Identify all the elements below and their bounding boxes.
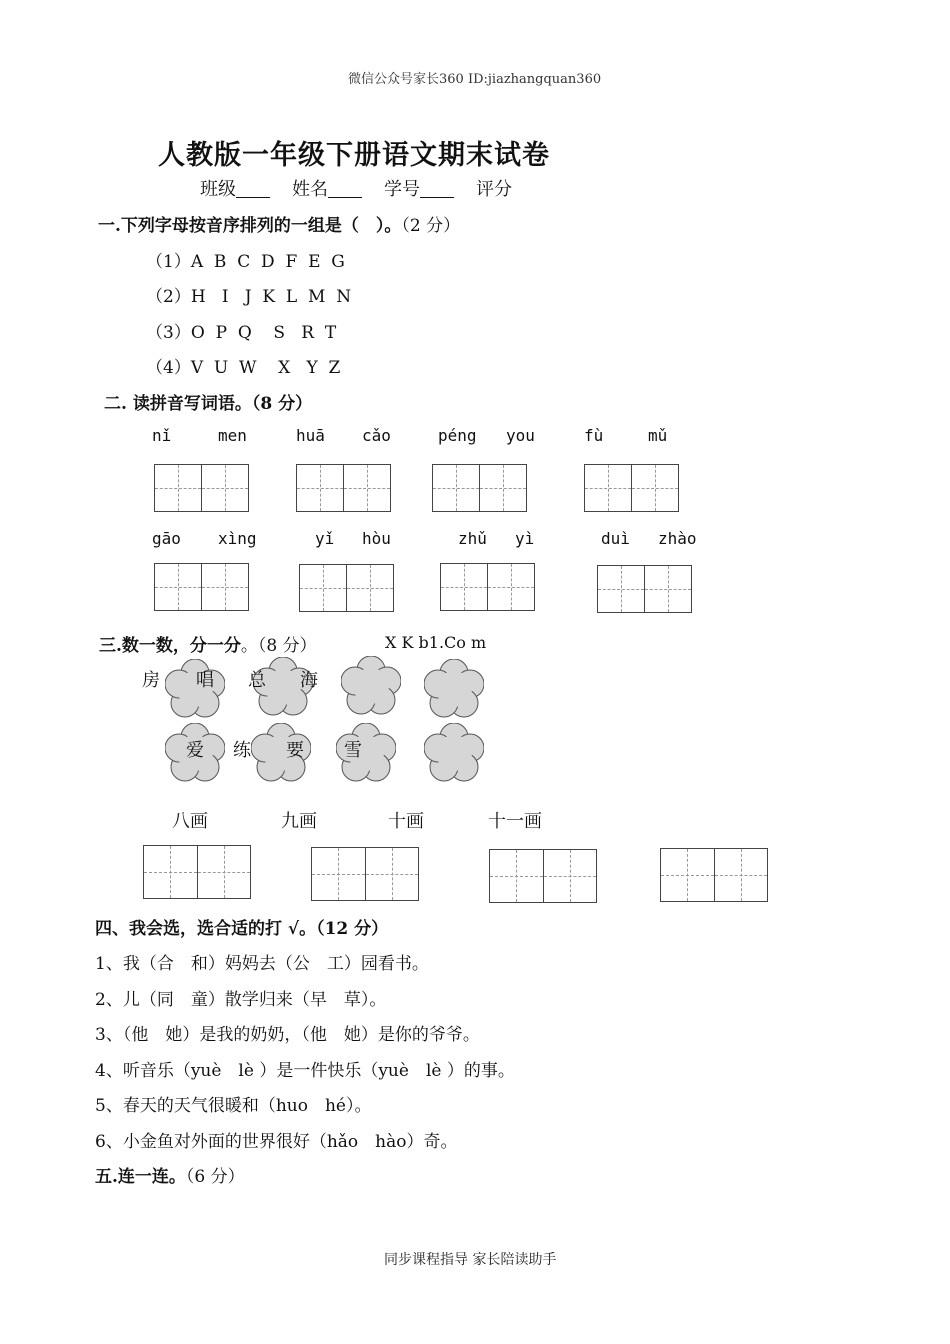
pinyin: gāo (152, 529, 181, 548)
pinyin: men (218, 426, 247, 445)
section5-title: 五.连一连。 (95, 1167, 186, 1187)
pinyin: fù (584, 426, 604, 445)
flower-shape (424, 659, 484, 719)
option-letters: O P Q S R T (190, 323, 337, 343)
stroke-label: 八画 (172, 811, 208, 832)
writing-grid[interactable] (597, 565, 692, 613)
choice-item: 3、（他 她）是我的奶奶，（他 她）是你的爷爷。 (95, 1025, 480, 1045)
writing-grid[interactable] (143, 845, 251, 899)
section5-points: （6 分） (185, 1167, 245, 1187)
option-4 (146, 353, 340, 378)
option-num: （4） (146, 358, 191, 378)
writing-grid[interactable] (299, 564, 394, 612)
pinyin: hòu (362, 529, 391, 548)
flower-shape (341, 656, 401, 716)
writing-grid[interactable] (311, 847, 419, 901)
section3-punct: 。 (240, 636, 258, 656)
name-label: 姓名 (292, 179, 328, 200)
pinyin: zhào (658, 529, 697, 548)
section3-title: 三.数一数，分一分 (99, 636, 241, 656)
flower-shape (424, 723, 484, 783)
writing-grid[interactable] (432, 464, 527, 512)
section3-points: （8 分） (257, 636, 317, 656)
pinyin: you (506, 426, 535, 445)
pinyin: yǐ (315, 529, 335, 548)
sort-character: 唱 (196, 670, 214, 691)
stroke-label: 十一画 (488, 811, 542, 832)
sort-character: 爱 (186, 740, 204, 761)
flower-shape (165, 659, 225, 719)
choice-item: 6、小金鱼对外面的世界很好（hǎo hào）奇。 (95, 1132, 458, 1152)
sort-character: 海 (300, 670, 318, 691)
pinyin: mǔ (648, 426, 668, 445)
option-letters: H I J K L M N (190, 287, 352, 307)
section1-heading (98, 211, 460, 236)
choice-item: 1、我（合 和）妈妈去（公 工）园看书。 (95, 954, 429, 974)
pinyin: zhǔ (458, 529, 487, 548)
writing-grid[interactable] (296, 464, 391, 512)
section1-points: （2 分） (401, 216, 461, 236)
writing-grid[interactable] (489, 849, 597, 903)
pinyin: xìng (218, 529, 257, 548)
option-2 (146, 282, 351, 307)
page-header: 微信公众号家长360 ID:jiazhangquan360 (348, 72, 602, 87)
page-footer: 同步课程指导 家长陪读助手 (384, 1252, 557, 1268)
option-num: （1） (146, 252, 191, 272)
watermark-text: X K b1.Co m (385, 633, 487, 652)
pinyin: yì (515, 529, 535, 548)
pinyin: péng (438, 426, 477, 445)
section3-heading (99, 631, 317, 656)
choice-item: 5、春天的天气很暖和（huo hé）。 (95, 1096, 372, 1116)
sort-character: 要 (286, 740, 304, 761)
choice-item: 4、听音乐（yuè lè ）是一件快乐（yuè lè ）的事。 (95, 1061, 515, 1081)
option-num: （2） (146, 287, 191, 307)
option-num: （3） (146, 323, 191, 343)
writing-grid[interactable] (440, 563, 535, 611)
pinyin: cǎo (362, 426, 391, 445)
class-label: 班级 (200, 179, 236, 200)
stroke-label: 九画 (281, 811, 317, 832)
section4-heading: 四、我会选，选合适的打 √。（12 分） (95, 919, 389, 939)
writing-grid[interactable] (154, 563, 249, 611)
section1-title: 一.下列字母按音序排列的一组是（ ）。 (98, 216, 402, 236)
section5-heading (95, 1162, 245, 1187)
option-letters: A B C D F E G (190, 252, 345, 272)
pinyin: huā (296, 426, 325, 445)
pinyin: nǐ (152, 426, 172, 445)
stroke-label: 十画 (388, 811, 424, 832)
class-blank (236, 197, 270, 198)
sort-character: 雪 (344, 740, 362, 761)
sort-character: 练 (233, 740, 251, 761)
section2-heading: 二. 读拼音写词语。（8 分） (104, 394, 313, 414)
pinyin: duì (601, 529, 630, 548)
choice-item: 2、儿（同 童）散学归来（早 草）。 (95, 990, 387, 1010)
score-label: 评分 (476, 179, 512, 200)
sort-character: 总 (248, 670, 266, 691)
option-3 (146, 318, 336, 343)
option-1 (146, 247, 345, 272)
writing-grid[interactable] (154, 464, 249, 512)
sort-character: 房 (142, 670, 160, 691)
id-label: 学号 (384, 179, 420, 200)
name-blank (328, 197, 362, 198)
option-letters: V U W X Y Z (190, 358, 341, 378)
writing-grid[interactable] (660, 848, 768, 902)
id-blank (420, 197, 454, 198)
student-info (200, 175, 512, 201)
writing-grid[interactable] (584, 464, 679, 512)
page-title: 人教版一年级下册语文期末试卷 (158, 140, 550, 171)
